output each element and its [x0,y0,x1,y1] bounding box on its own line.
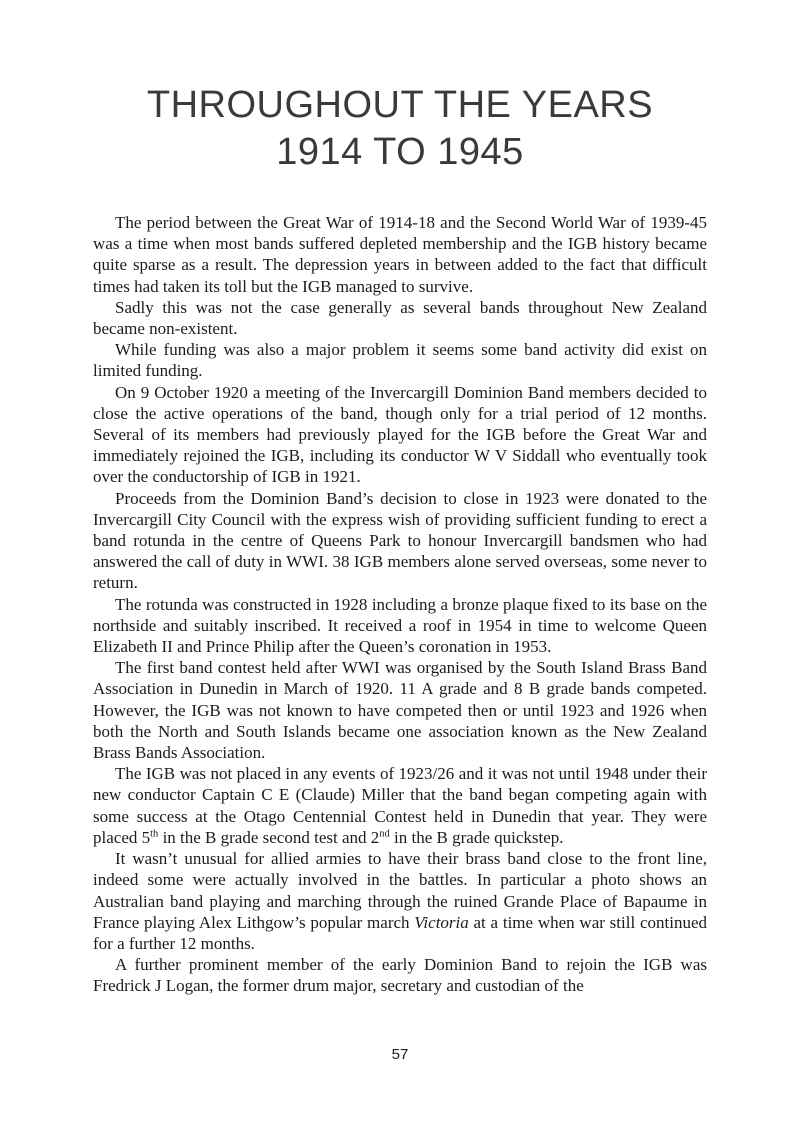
chapter-title [0,0,800,176]
text-run: It wasn’t unusual for allied armies to have their brass band close to the front line, indeed some were actually involved in the battles. In particular a photo shows an Australian band playing and marching through the ruined Grande Place of Bapaume in France playing Alex Lithgow’s popular march [93,849,707,932]
text-run: Sadly this was not the case generally as several bands throughout New Zealand became non-existent. [93,297,707,339]
text-run: The IGB was not placed in any events of 1923/26 and it was not until 1948 under their new conductor Captain C E (Claude) Miller that the band began competing again with some success at the Otago Centennial Contest held in Dunedin that year. They were placed 5 [93,764,707,847]
paragraph [93,763,707,848]
paragraph [93,848,707,954]
paragraph [93,488,707,594]
paragraph [93,212,707,297]
text-run: Proceeds from the Dominion Band’s decision to close in 1923 were donated to the Invercargill City Council with the express wish of providing sufficient funding to erect a band rotunda in the centre of Queens Park to honour Invercargill bandsmen who had answered the call of duty in WWI. 38 IGB members alone served overseas, some never to return. [93,488,707,593]
text-run: A further prominent member of the early Dominion Band to rejoin the IGB was Fredrick J Logan, the former drum major, secretary and custodian of the [93,955,707,996]
text-run: On 9 October 1920 a meeting of the Invercargill Dominion Band members decided to close the active operations of the band, though only for a trial period of 12 months. Several of its members had previously played for the IGB before the Great War and immediately rejoined the IGB, including its conductor W V Siddall who eventually took over the conductorship of IGB in 1921. [93,382,707,487]
page-number: 57 [391,1046,409,1063]
paragraph [93,594,707,658]
superscript-text: th [150,828,159,840]
paragraph [93,954,707,996]
paragraph [93,382,707,488]
chapter-title-line1: THROUGHOUT THE YEARS [146,84,654,126]
text-run: in the B grade quickstep. [389,827,564,847]
text-run: The period between the Great War of 1914-18 and the Second World War of 1939-45 was a time when most bands suffered depleted membership and the IGB history became quite sparse as a result. The depression years in between added to the fact that difficult times had taken its toll but the IGB managed to survive. [93,213,707,296]
text-run: While funding was also a major problem it seems some band activity did exist on limited funding. [93,340,707,381]
text-run: at a time when war still continued for a further 12 months. [93,912,707,953]
paragraph [93,339,707,381]
italic-text: Victoria [414,912,469,932]
body-text [0,212,800,997]
chapter-title-line2: 1914 TO 1945 [276,131,524,173]
paragraph [93,657,707,763]
text-run: The rotunda was constructed in 1928 including a bronze plaque fixed to its base on the northside and suitably inscribed. It received a roof in 1954 in time to welcome Queen Elizabeth II and Prince Philip after the Queen’s coronation in 1953. [93,594,707,657]
text-run: The first band contest held after WWI was organised by the South Island Brass Band Association in Dunedin in March of 1920. 11 A grade and 8 B grade bands competed. However, the IGB was not known to have competed then or until 1923 and 1926 when both the North and South Islands became one association known as the New Zealand Brass Bands Association. [93,658,707,763]
paragraph [93,297,707,339]
superscript-text: nd [379,828,390,840]
text-run: in the B grade second test and 2 [158,827,380,847]
